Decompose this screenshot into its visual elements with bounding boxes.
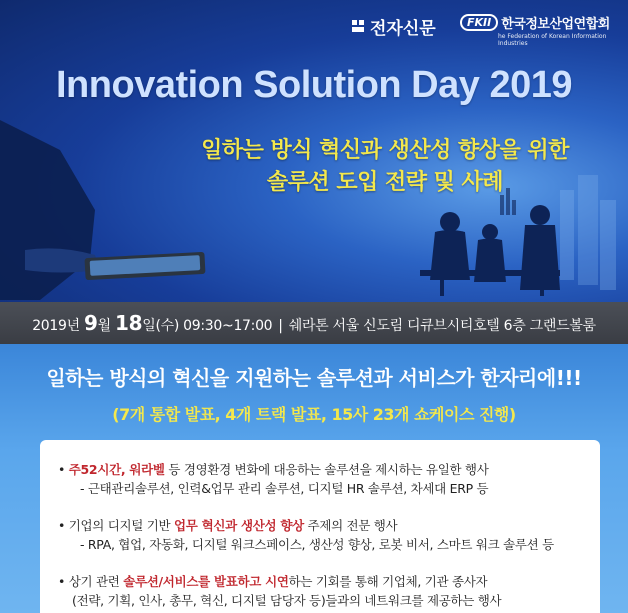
- highlight-item: [58, 516, 582, 554]
- intro-headline: 일하는 방식의 혁신을 지원하는 솔루션과 서비스가 한자리에!!!: [46, 366, 582, 390]
- subtitle-line-1: 일하는 방식 혁신과 생산성 향상을 위한: [201, 138, 569, 163]
- item-text: • 기업의 디지털 기반: [58, 518, 174, 533]
- date-year: 2019년: [32, 318, 85, 334]
- item-detail: - 근태관리솔루션, 인력&업무 관리 솔루션, 디지털 HR 솔루션, 차세대 ERP 등: [80, 481, 489, 496]
- item-highlight: 업무 혁신과 생산성 향상: [173, 518, 304, 533]
- highlight-item: [58, 460, 582, 498]
- intro-subline: (7개 통합 발표, 4개 트랙 발표, 15사 23개 쇼케이스 진행): [112, 405, 516, 424]
- highlights-card: [40, 440, 600, 613]
- fkii-korean-name: 한국정보산업연합회: [501, 17, 610, 32]
- fkii-logo: [460, 12, 628, 47]
- highlight-item: [58, 572, 582, 610]
- item-highlight: 주52시간, 워라벨: [68, 462, 165, 477]
- event-subtitle: [150, 135, 620, 199]
- etnews-mark-icon: [352, 20, 366, 34]
- item-text: 주제의 전문 행사: [303, 518, 398, 533]
- date-month: 9: [84, 311, 98, 335]
- item-detail: (전략, 기획, 인사, 총무, 혁신, 디지털 담당자 등)들과의 네트워크를 제공하는 행사: [72, 593, 502, 608]
- date-day: 18: [115, 311, 143, 335]
- date-venue-bar: [0, 302, 628, 344]
- etnews-logo: [352, 14, 436, 39]
- event-title: Innovation Solution Day 2019: [56, 64, 572, 106]
- fkii-english-name: he Federation of Korean Information Industries: [498, 33, 607, 47]
- item-text: 등 경영환경 변화에 대응하는 솔루션을 제시하는 유일한 행사: [164, 462, 489, 477]
- etnews-name: 전자신문: [370, 19, 436, 39]
- date-time: 일(수) 09:30~17:00: [142, 318, 273, 334]
- date-month-unit: 월: [97, 318, 116, 334]
- intro-section: [0, 344, 628, 613]
- date-separator: |: [278, 318, 283, 334]
- subtitle-line-2: 솔루션 도입 전략 및 사례: [266, 170, 504, 195]
- item-text: • 상기 관련: [58, 574, 124, 589]
- item-text: 하는 기회를 통해 기업체, 기관 종사자: [288, 574, 488, 589]
- hero-banner: [0, 0, 628, 302]
- venue: 쉐라톤 서울 신도림 디큐브시티호텔 6층 그랜드볼룸: [288, 318, 596, 334]
- fkii-badge: FKII: [460, 14, 498, 31]
- item-highlight: 솔루션/서비스를 발표하고 시연: [123, 574, 289, 589]
- item-text: •: [58, 462, 69, 477]
- item-detail: - RPA, 협업, 자동화, 디지털 워크스페이스, 생산성 향상, 로봇 비서, 스마트 워크 솔루션 등: [80, 537, 554, 552]
- logo-bar: [0, 8, 628, 47]
